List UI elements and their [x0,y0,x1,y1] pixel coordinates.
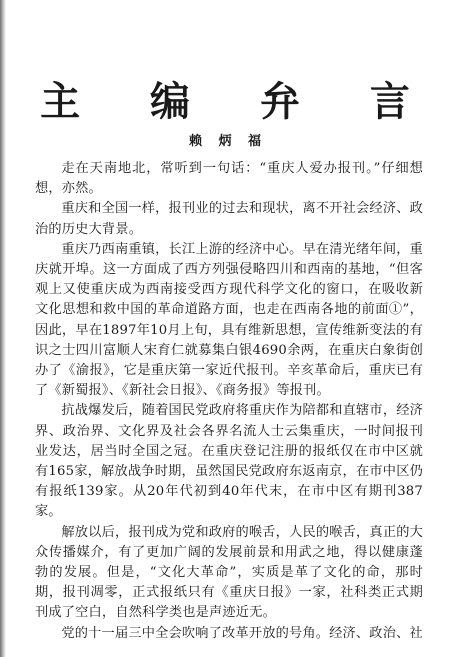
paragraph-1: 走在天南地北，常听到一句话：“重庆人爱办报刊。”仔细想想，亦然。 [35,161,423,197]
paragraph-4: 抗战爆发后，随着国民党政府将重庆作为陪都和直辖市，经济界、政治界、文化界及社会各界名流人士云集重庆，一时间报刊业发达，居当时全国之冠。在重庆登记注册的报纸仅在市中区就有165家，解放战争时期，虽然国民党政府东返南京，在市中区仍有报纸139家。从20年代初到40年代末，在市中区有期刊387家。 [35,403,423,520]
article-body [35,159,423,644]
page-title: 主 编 弁 言 [40,78,438,125]
paragraph-2: 重庆和全国一样，报刊业的过去和现状，离不开社会经济、政治的历史大背景。 [35,201,423,237]
author-name: 赖 炳 福 [188,134,268,149]
paragraph-5: 解放以后，报刊成为党和政府的喉舌，人民的喉舌，真正的大众传播媒介，有了更加广阔的发展前景和用武之地，得以健康蓬勃的发展。但是，“文化大革命”，实质是革了文化的命，那时期，报刊凋零，正式报纸只有《重庆日报》一家，社科类正式期刊成了空白，自然科学类也是声迹近无。 [35,524,423,621]
paragraph-6: 党的十一届三中全会吹响了改革开放的号角。经济、政治、社 [61,625,423,641]
paragraph-3: 重庆乃西南重镇，长江上游的经济中心。早在清光绪年间，重庆就开埠。这一方面成了西方列强侵略四川和西南的基地，“但客观上又使重庆成为西南接受西方现代科学文化的窗口，在吸收新文化思想和救中国的革命道路方面，也走在西南各地的前面①”，因此，早在1897年10月上旬，具有维新思想，宣传维新变法的有识之士四川富顺人宋育仁就募集白银4690余两，在重庆白象街创办了《渝报》，它是重庆第一家近代报刊。辛亥革命后，重庆已有了《新蜀报》、《新社会日报》、《商务报》等报刊。 [35,241,423,399]
